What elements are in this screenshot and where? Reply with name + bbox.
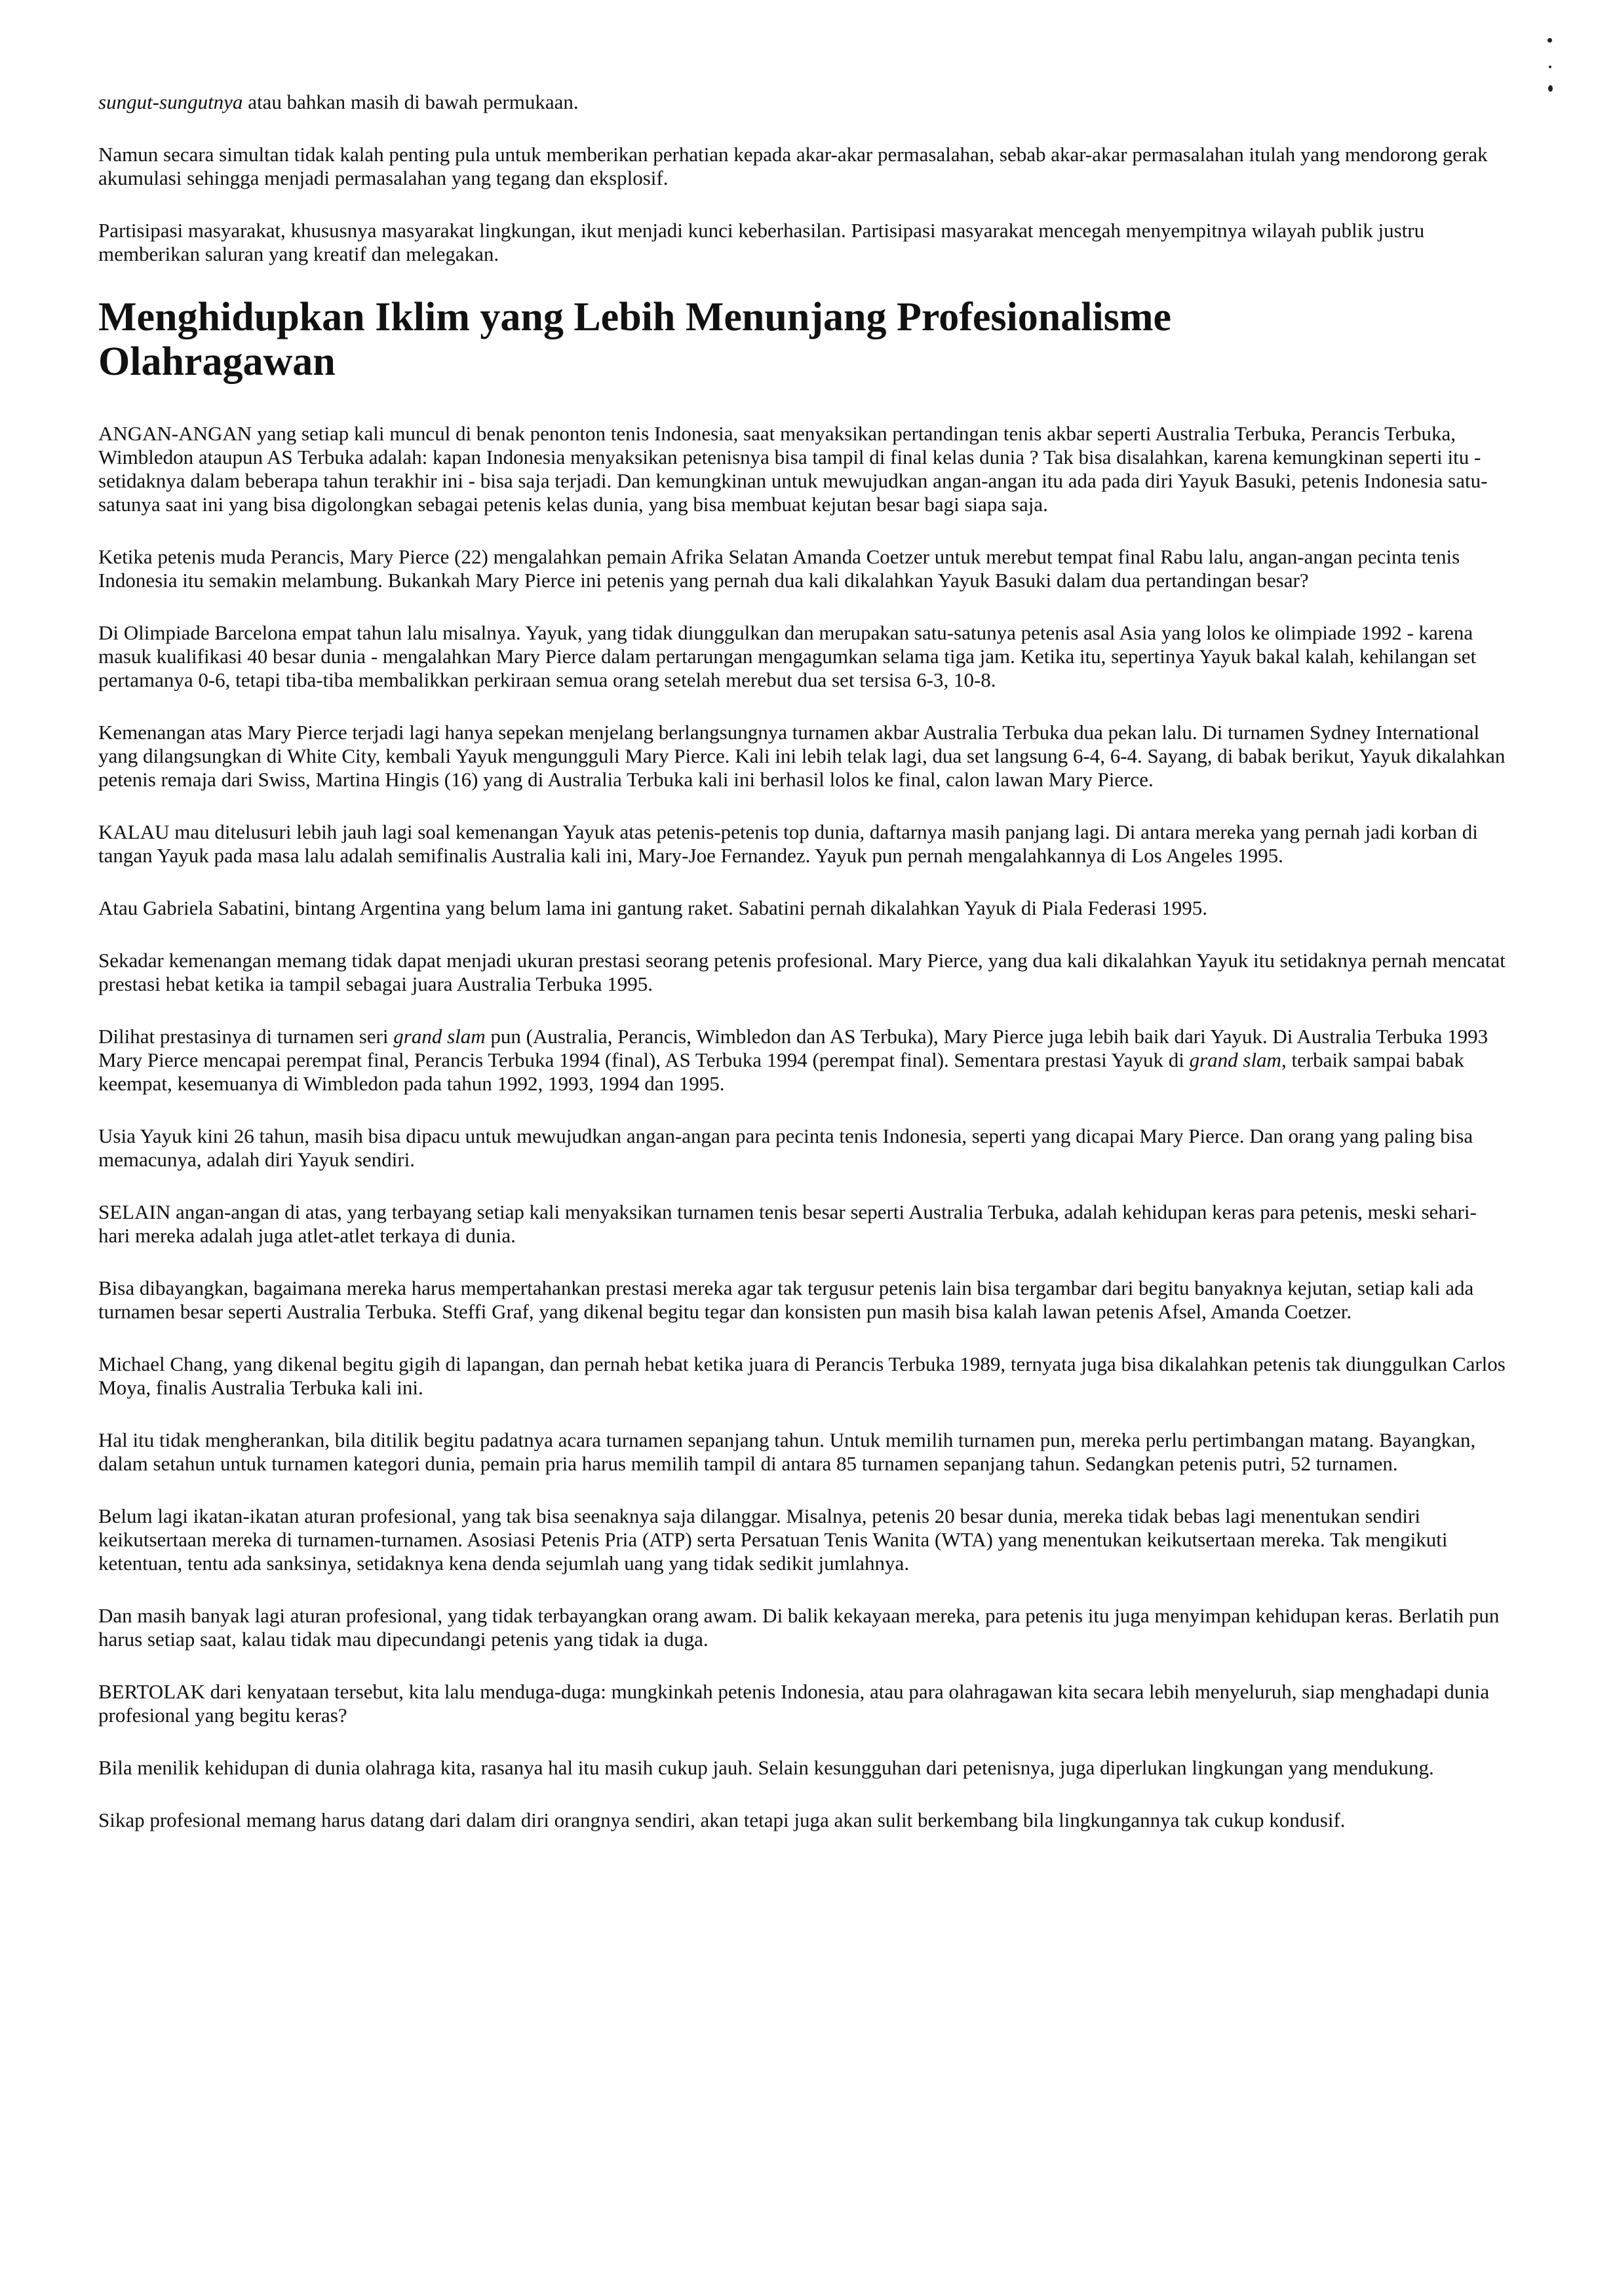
text-run: Di Olimpiade Barcelona empat tahun lalu misalnya. Yayuk, yang tidak diunggulkan dan merupakan satu-satunya petenis asal Asia yang lolos ke olimpiade 1992 - karena masuk kualifikasi 40 besar dunia - mengalahkan Mary Pierce dalam pertarungan mengagumkan selama tiga jam. Ketika itu, sepertinya Yayuk bakal kalah, kehilangan set pertamanya 0-6, tetapi tiba-tiba membalikkan perkiraan semua orang setelah merebut dua set tersisa 6-3, 10-8. <box>98 621 1477 691</box>
text-run: Bisa dibayangkan, bagaimana mereka harus mempertahankan prestasi mereka agar tak tergusur petenis lain bisa tergambar dari begitu banyaknya kejutan, setiap kali ada turnamen besar seperti Australia Terbuka. Steffi Graf, yang dikenal begitu tegar dan konsisten pun masih bisa kalah lawan petenis Afsel, Amanda Coetzer. <box>98 1276 1474 1323</box>
text-run: Sikap profesional memang harus datang dari dalam diri orangnya sendiri, akan tetapi juga akan sulit berkembang bila lingkungannya tak cukup kondusif. <box>98 1808 1346 1831</box>
text-run: Dilihat prestasinya di turnamen seri <box>98 1025 394 1048</box>
paragraph <box>98 1352 1508 1400</box>
intro-paragraphs <box>98 90 1508 266</box>
text-run: KALAU mau ditelusuri lebih jauh lagi soal kemenangan Yayuk atas petenis-petenis top dunia, daftarnya masih panjang lagi. Di antara mereka yang pernah jadi korban di tangan Yayuk pada masa lalu adalah semifinalis Australia kali ini, Mary-Joe Fernandez. Yayuk pun pernah mengalahkannya di Los Angeles 1995. <box>98 820 1478 867</box>
text-run: atau bahkan masih di bawah permukaan. <box>243 90 579 113</box>
article-body <box>98 422 1508 1832</box>
scan-mark <box>1547 38 1552 43</box>
paragraph <box>98 896 1508 920</box>
paragraph <box>98 219 1508 266</box>
text-run: SELAIN angan-angan di atas, yang terbayang setiap kali menyaksikan turnamen tenis besar seperti Australia Terbuka, adalah kehidupan keras para petenis, meski sehari-hari mereka adalah juga atlet-atlet terkaya di dunia. <box>98 1200 1477 1247</box>
paragraph <box>98 1604 1508 1651</box>
paragraph <box>98 1200 1508 1248</box>
article-headline: Menghidupkan Iklim yang Lebih Menunjang Profesionalisme Olahragawan <box>98 295 1172 384</box>
paragraph <box>98 1124 1508 1172</box>
text-run: Partisipasi masyarakat, khususnya masyarakat lingkungan, ikut menjadi kunci keberhasilan. Partisipasi masyarakat mencegah menyempitnya wilayah publik justru memberikan saluran yang kreatif dan melegakan. <box>98 219 1425 265</box>
paragraph <box>98 1680 1508 1727</box>
text-run: Kemenangan atas Mary Pierce terjadi lagi hanya sepekan menjelang berlangsungnya turnamen akbar Australia Terbuka dua pekan lalu. Di turnamen Sydney International yang dilangsungkan di White City, kembali Yayuk mengungguli Mary Pierce. Kali ini lebih telak lagi, dua set langsung 6-4, 6-4. Sayang, di babak berikut, Yayuk dikalahkan petenis remaja dari Swiss, Martina Hingis (16) yang di Australia Terbuka kali ini berhasil lolos ke final, calon lawan Mary Pierce. <box>98 721 1506 791</box>
text-run: Michael Chang, yang dikenal begitu gigih di lapangan, dan pernah hebat ketika juara di Perancis Terbuka 1989, ternyata juga bisa dikalahkan petenis tak diunggulkan Carlos Moya, finalis Australia Terbuka kali ini. <box>98 1352 1506 1399</box>
text-run: ANGAN-ANGAN yang setiap kali muncul di benak penonton tenis Indonesia, saat menyaksikan pertandingan tenis akbar seperti Australia Terbuka, Perancis Terbuka, Wimbledon ataupun AS Terbuka adalah: kapan Indonesia menyaksikan petenisnya bisa tampil di final kelas dunia ? Tak bisa disalahkan, karena kemungkinan seperti itu - setidaknya dalam beberapa tahun terakhir ini - bisa saja terjadi. Dan kemungkinan untuk mewujudkan angan-angan itu ada pada diri Yayuk Basuki, petenis Indonesia satu-satunya saat ini yang bisa digolongkan sebagai petenis kelas dunia, yang bisa membuat kejutan besar bagi siapa saja. <box>98 422 1488 516</box>
paragraph <box>98 1756 1508 1780</box>
text-run: Dan masih banyak lagi aturan profesional, yang tidak terbayangkan orang awam. Di balik kekayaan mereka, para petenis itu juga menyimpan kehidupan keras. Berlatih pun harus setiap saat, kalau tidak mau dipecundangi petenis yang tidak ia duga. <box>98 1604 1500 1651</box>
italic-text-run: grand slam <box>393 1025 486 1048</box>
italic-text-run: sungut-sungutnya <box>98 90 243 113</box>
paragraph <box>98 545 1508 592</box>
text-run: Belum lagi ikatan-ikatan aturan profesional, yang tak bisa seenaknya saja dilanggar. Misalnya, petenis 20 besar dunia, mereka tidak bebas lagi menentukan sendiri keikutsertaan mereka di turnamen-turnamen. Asosiasi Petenis Pria (ATP) serta Persatuan Tenis Wanita (WTA) yang menentukan keikutsertaan mereka. Tak mengikuti ketentuan, tentu ada sanksinya, setidaknya kena denda sejumlah uang yang tidak sedikit jumlahnya. <box>98 1504 1448 1575</box>
text-run: Sekadar kemenangan memang tidak dapat menjadi ukuran prestasi seorang petenis profesional. Mary Pierce, yang dua kali dikalahkan Yayuk itu setidaknya pernah mencatat prestasi hebat ketika ia tampil sebagai juara Australia Terbuka 1995. <box>98 949 1506 995</box>
text-run: BERTOLAK dari kenyataan tersebut, kita lalu menduga-duga: mungkinkah petenis Indonesia, atau para olahragawan kita secara lebih menyeluruh, siap menghadapi dunia profesional yang begitu keras? <box>98 1680 1490 1727</box>
paragraph <box>98 90 1508 114</box>
paragraph <box>98 721 1508 792</box>
article <box>98 90 1508 1861</box>
paragraph <box>98 143 1508 190</box>
text-run: Usia Yayuk kini 26 tahun, masih bisa dipacu untuk mewujudkan angan-angan para pecinta tenis Indonesia, seperti yang dicapai Mary Pierce. Dan orang yang paling bisa memacunya, adalah diri Yayuk sendiri. <box>98 1124 1473 1171</box>
paragraph <box>98 1276 1508 1324</box>
paragraph <box>98 820 1508 868</box>
paragraph <box>98 1808 1508 1832</box>
text-run: Ketika petenis muda Perancis, Mary Pierce (22) mengalahkan pemain Afrika Selatan Amanda Coetzer untuk merebut tempat final Rabu lalu, angan-angan pecinta tenis Indonesia itu semakin melambung. Bukankah Mary Pierce ini petenis yang pernah dua kali dikalahkan Yayuk Basuki dalam dua pertandingan besar? <box>98 545 1460 592</box>
text-run: Namun secara simultan tidak kalah penting pula untuk memberikan perhatian kepada akar-akar permasalahan, sebab akar-akar permasalahan itulah yang mendorong gerak akumulasi sehingga menjadi permasalahan yang tegang dan eksplosif. <box>98 143 1488 189</box>
text-run: pun (Australia, Perancis, Wimbledon dan AS Terbuka), Mary Pierce juga lebih baik dari Yayuk. Di Australia Terbuka 1993 Mary Pierce mencapai perempat final, Perancis Terbuka 1994 (final), AS Terbuka 1994 (perempat final). Sementara prestasi Yayuk di <box>98 1025 1489 1071</box>
text-run: Bila menilik kehidupan di dunia olahraga kita, rasanya hal itu masih cukup jauh. Selain kesungguhan dari petenisnya, juga diperlukan lingkungan yang mendukung. <box>98 1756 1434 1779</box>
scan-mark <box>1548 85 1553 92</box>
scan-mark <box>1549 66 1551 68</box>
paragraph <box>98 1504 1508 1575</box>
text-run: Atau Gabriela Sabatini, bintang Argentina yang belum lama ini gantung raket. Sabatini pernah dikalahkan Yayuk di Piala Federasi 1995. <box>98 896 1207 919</box>
paragraph <box>98 949 1508 996</box>
paragraph <box>98 1025 1508 1096</box>
paragraph <box>98 621 1508 692</box>
text-run: , terbaik sampai babak keempat, kesemuanya di Wimbledon pada tahun 1992, 1993, 1994 dan 1995. <box>98 1048 1464 1095</box>
paragraph <box>98 422 1508 516</box>
italic-text-run: grand slam <box>1189 1048 1281 1071</box>
text-run: Hal itu tidak mengherankan, bila ditilik begitu padatnya acara turnamen sepanjang tahun. Untuk memilih turnamen pun, mereka perlu pertimbangan matang. Bayangkan, dalam setahun untuk turnamen kategori dunia, pemain pria harus memilih tampil di antara 85 turnamen sepanjang tahun. Sedangkan petenis putri, 52 turnamen. <box>98 1428 1476 1475</box>
paragraph <box>98 1428 1508 1476</box>
